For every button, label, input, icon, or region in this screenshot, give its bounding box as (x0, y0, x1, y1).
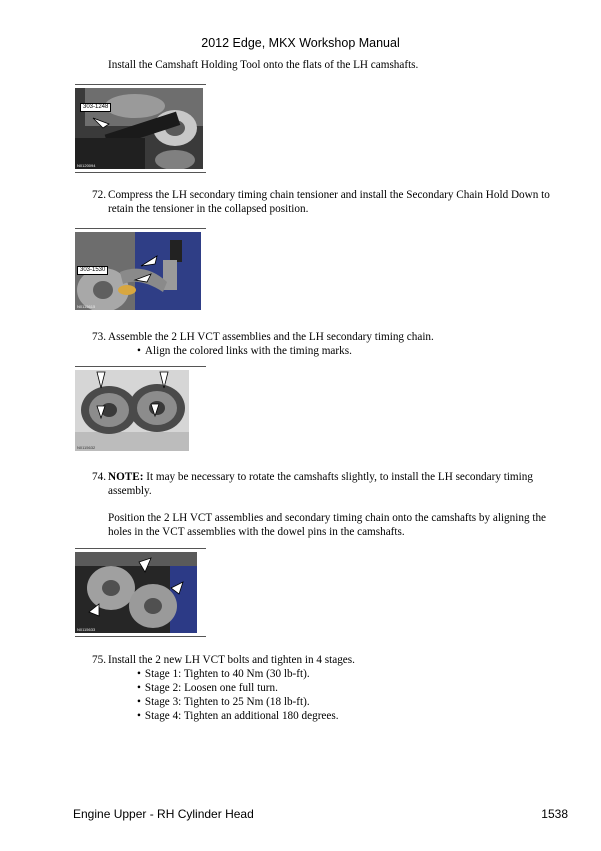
note-label: NOTE: (108, 471, 144, 483)
note-text: It may be necessary to rotate the camshafts slightly, to install the LH secondary timing (143, 471, 533, 483)
step-74-note-line2: assembly. (108, 485, 152, 497)
rule (75, 548, 206, 549)
rule (75, 636, 206, 637)
step-75-number: 75. (92, 654, 106, 666)
step-72-text-line1: Compress the LH secondary timing chain tensioner and install the Secondary Chain Hold Down to (108, 189, 550, 201)
figure-3-illustration (75, 370, 189, 451)
step-72-text-line2: retain the tensioner in the collapsed position. (108, 203, 309, 215)
rule (75, 228, 206, 229)
footer-section: Engine Upper - RH Cylinder Head (73, 807, 254, 821)
step-73-bullet: • Align the colored links with the timing marks. (137, 344, 352, 358)
figure-chain-hold-down (75, 232, 201, 310)
figure-1-callout: 303-1248 (80, 103, 111, 112)
figure-vct-on-camshafts (75, 552, 197, 633)
figure-vct-assemblies-chain (75, 370, 189, 451)
step-75-bullet-1: • Stage 1: Tighten to 40 Nm (30 lb-ft). (137, 667, 310, 681)
step-74-number: 74. (92, 471, 106, 483)
figure-4-illustration (75, 552, 197, 633)
step-75-bullet-2: • Stage 2: Loosen one full turn. (137, 681, 278, 695)
step-72-number: 72. (92, 189, 106, 201)
page-header: 2012 Edge, MKX Workshop Manual (201, 36, 400, 50)
figure-4-id: N0115633 (77, 627, 96, 632)
step-73-number: 73. (92, 331, 106, 343)
figure-1-illustration (75, 88, 203, 169)
figure-2-id: N0115615 (77, 304, 96, 309)
step-75-text: Install the 2 new LH VCT bolts and tighten in 4 stages. (108, 654, 355, 666)
step-74-para-line2: holes in the VCT assemblies with the dowel pins in the camshafts. (108, 526, 405, 538)
page-number: 1538 (541, 807, 568, 821)
step-74-para-line1: Position the 2 LH VCT assemblies and secondary timing chain onto the camshafts by aligning the (108, 512, 547, 524)
rule (75, 84, 206, 85)
rule (75, 366, 206, 367)
step-73-text: Assemble the 2 LH VCT assemblies and the LH secondary timing chain. (108, 331, 434, 343)
step-74-note-line1 (108, 470, 533, 484)
figure-2-callout: 303-1530 (77, 266, 108, 275)
step-75-bullet-3: • Stage 3: Tighten to 25 Nm (18 lb-ft). (137, 695, 310, 709)
figure-camshaft-holding-tool (75, 88, 203, 169)
figure-3-id: N0115632 (77, 445, 96, 450)
step-75-bullet-4: • Stage 4: Tighten an additional 180 degrees. (137, 709, 339, 723)
rule (75, 172, 206, 173)
step-intro-text: Install the Camshaft Holding Tool onto the flats of the LH camshafts. (108, 59, 419, 71)
figure-1-id: N0120094 (77, 163, 96, 168)
